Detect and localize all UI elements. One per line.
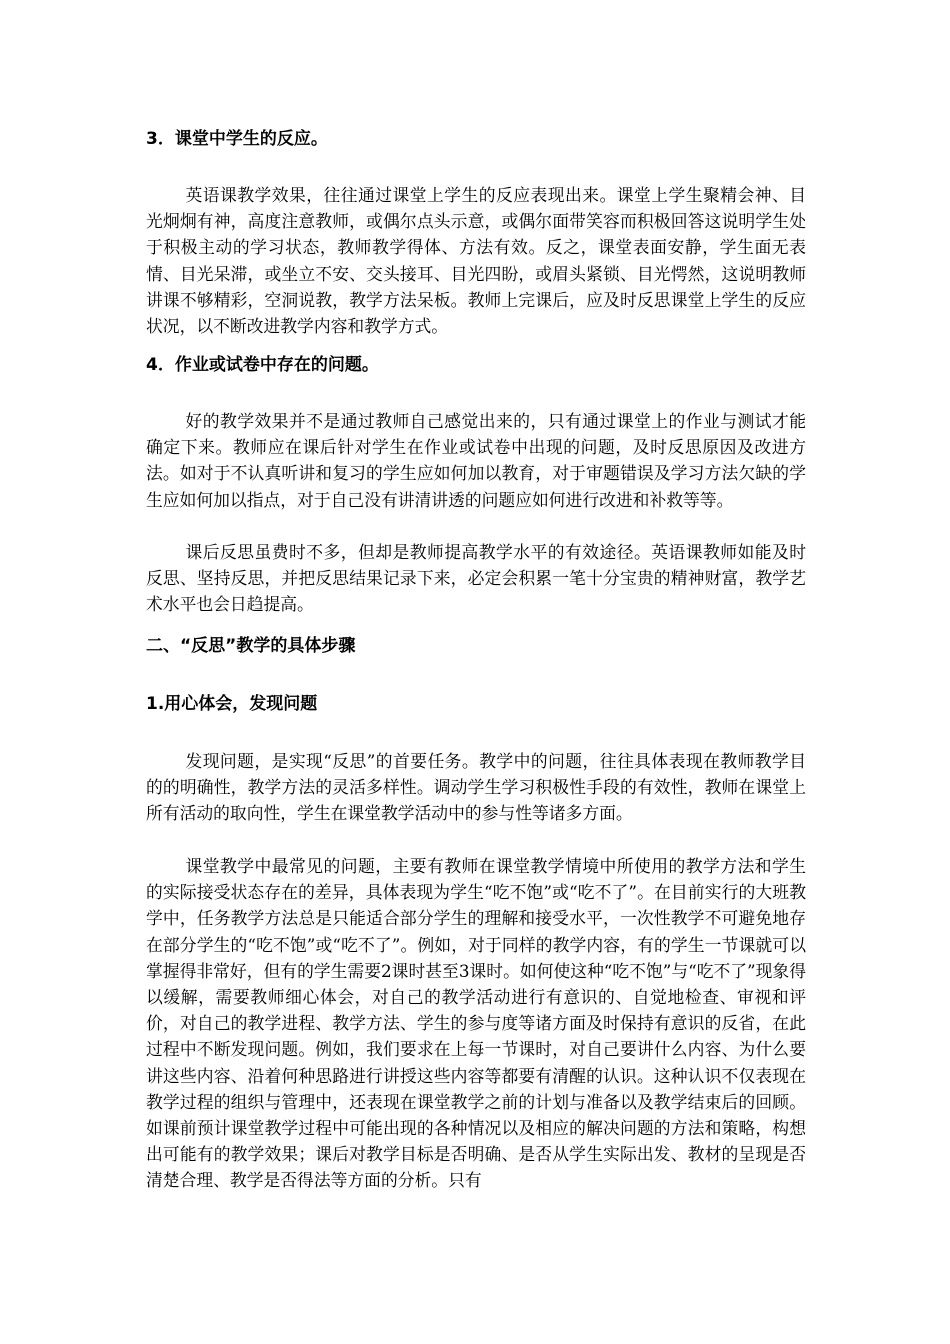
paragraph-reflection-value: 课后反思虽费时不多，但却是教师提高教学水平的有效途径。英语课教师如能及时反思、坚持反思，并把反思结果记录下来，必定会积累一笔十分宝贵的精神财富，教学艺术水平也会日趋提高。 (146, 542, 806, 615)
section-heading-reflection-steps: 二、“反思”教学的具体步骤 (146, 636, 356, 656)
paragraph-common-classroom-problems: 课堂教学中最常见的问题，主要有教师在课堂教学情境中所使用的教学方法和学生的实际接受状态存在的差异，具体表现为学生“吃不饱”或“吃不了”。在目前实行的大班教学中，任务教学方法总是只能适合部分学生的理解和接受水平，一次性教学不可避免地存在部分学生的“吃不饱”或“吃不了”。例如，对于同样的教学内容，有的学生一节课就可以掌握得非常好，但有的学生需要2课时甚至3课时。如何使这种“吃不饱”与“吃不了”现象得以缓解，需要教师细心体会，对自己的教学活动进行有意识的、自觉地检查、审视和评价，对自己的教学进程、教学方法、学生的参与度等诸方面及时保持有意识的反省，在此过程中不断发现问题。例如，我们要求在上每一节课时，对自己要讲什么内容、为什么要讲这些内容、沿着何种思路进行讲授这些内容等都要有清醒的认识。这种认识不仅表现在教学过程的组织与管理中，还表现在课堂教学之前的计划与准备以及教学结束后的回顾。如课前预计课堂教学过程中可能出现的各种情况以及相应的解决问题的方法和策略，构想出可能有的教学效果；课后对教学目标是否明确、是否从学生实际出发、教材的呈现是否清楚合理、教学是否得法等方面的分析。只有 (146, 856, 806, 1191)
paragraph-student-reaction: 英语课教学效果，往往通过课堂上学生的反应表现出来。课堂上学生聚精会神、目光炯炯有神，高度注意教师，或偶尔点头示意，或偶尔面带笑容而积极回答这说明学生处于积极主动的学习状态，教师教学得体、方法有效。反之，课堂表面安静，学生面无表情、目光呆滞，或坐立不安、交头接耳、目光四盼，或眉头紧锁、目光愕然，这说明教师讲课不够精彩，空洞说教，教学方法呆板。教师上完课后，应及时反思课堂上学生的反应状况，以不断改进教学内容和教学方式。 (146, 185, 806, 337)
paragraph-homework-problems: 好的教学效果并不是通过教师自己感觉出来的，只有通过课堂上的作业与测试才能确定下来。教师应在课后针对学生在作业或试卷中出现的问题，及时反思原因及改进方法。如对于不认真听讲和复习的学生应如何加以教育，对于审题错误及学习方法欠缺的学生应如何加以指点，对于自己没有讲清讲透的问题应如何进行改进和补救等等。 (146, 411, 806, 510)
section-heading-student-reaction: 3．课堂中学生的反应。 (146, 129, 328, 149)
paragraph-find-problems-intro: 发现问题，是实现“反思”的首要任务。教学中的问题，往往具体表现在教师教学目的的明确性，教学方法的灵活多样性。调动学生学习积极性手段的有效性，教师在课堂上所有活动的取向性，学生在课堂教学活动中的参与性等诸多方面。 (146, 751, 806, 824)
subsection-heading-find-problems: 1.用心体会，发现问题 (146, 694, 318, 714)
section-heading-homework-problems: 4．作业或试卷中存在的问题。 (146, 355, 379, 375)
